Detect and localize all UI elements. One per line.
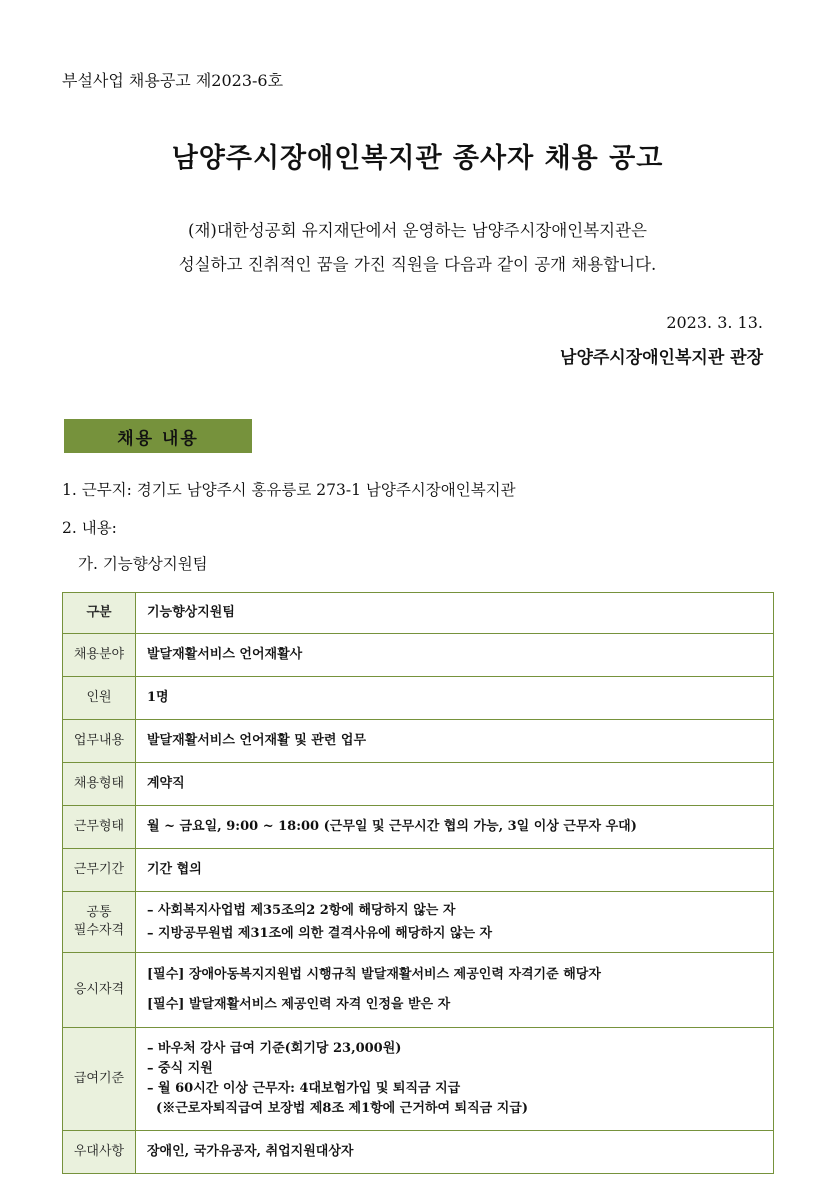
table-row: [63, 763, 773, 806]
row-label: 채용형태: [63, 763, 136, 805]
value-line: – 중식 지원: [147, 1061, 213, 1076]
notice-date: 2023. 3. 13.: [666, 313, 763, 332]
value-line: [필수] 발달재활서비스 제공인력 자격 인정을 받은 자: [147, 997, 451, 1012]
row-value: [136, 892, 773, 952]
value-line: 1명: [147, 690, 169, 705]
row-label: [63, 892, 136, 952]
row-label: 응시자격: [63, 953, 136, 1027]
intro-paragraph: [0, 214, 835, 282]
value-line: 월 ~ 금요일, 9:00 ~ 18:00 (근무일 및 근무시간 협의 가능, 3일 이상 근무자 우대): [147, 819, 637, 834]
value-line: – 지방공무원법 제31조에 의한 결격사유에 해당하지 않는 자: [147, 925, 493, 941]
row-label-line: 공통: [86, 905, 112, 920]
row-label: 급여기준: [63, 1028, 136, 1130]
row-value: [136, 1028, 773, 1130]
intro-line: 성실하고 진취적인 꿈을 가진 직원을 다음과 같이 공개 채용합니다.: [178, 255, 657, 274]
row-value: [136, 720, 773, 762]
row-value: [136, 634, 773, 676]
signer: 남양주시장애인복지관 관장: [560, 348, 763, 368]
value-line: 기능향상지원팀: [147, 605, 235, 620]
table-row: [63, 892, 773, 953]
section-header: 채용 내용: [64, 419, 252, 453]
value-line: (※근로자퇴직급여 보장법 제8조 제1항에 근거하여 퇴직금 지급): [147, 1101, 528, 1116]
value-line: [필수] 장애아동복지지원법 시행규칙 발달재활서비스 제공인력 자격기준 해당자: [147, 967, 601, 982]
table-row: [63, 720, 773, 763]
table-row: [63, 677, 773, 720]
table-row: [63, 1028, 773, 1131]
table-row: [63, 953, 773, 1028]
row-label: 업무내용: [63, 720, 136, 762]
table-row: [63, 634, 773, 677]
value-line: – 월 60시간 이상 근무자: 4대보험가입 및 퇴직금 지급: [147, 1081, 461, 1096]
row-label: 구분: [63, 593, 136, 633]
row-label: 우대사항: [63, 1131, 136, 1173]
value-line: – 사회복지사업법 제35조의2 2항에 해당하지 않는 자: [147, 902, 456, 918]
row-value: [136, 806, 773, 848]
document-title: 남양주시장애인복지관 종사자 채용 공고: [171, 143, 664, 174]
row-value: [136, 849, 773, 891]
row-value: [136, 953, 773, 1027]
table-row: [63, 849, 773, 892]
row-label: 근무형태: [63, 806, 136, 848]
value-line: 계약직: [147, 776, 185, 791]
value-line: 기간 협의: [147, 862, 202, 877]
row-label: 근무기간: [63, 849, 136, 891]
team-item: 가. 기능향상지원팀: [78, 555, 208, 573]
row-value: [136, 593, 773, 633]
value-line: 발달재활서비스 언어재활 및 관련 업무: [147, 733, 367, 748]
row-label: 채용분야: [63, 634, 136, 676]
intro-line: (재)대한성공회 유지재단에서 운영하는 남양주시장애인복지관은: [188, 221, 647, 240]
row-value: [136, 763, 773, 805]
value-line: 장애인, 국가유공자, 취업지원대상자: [147, 1144, 354, 1159]
table-row: [63, 593, 773, 634]
value-line: 발달재활서비스 언어재활사: [147, 647, 303, 662]
table-row: [63, 806, 773, 849]
row-value: [136, 677, 773, 719]
recruitment-table: [62, 592, 774, 1174]
row-value: [136, 1131, 773, 1173]
workplace-item: 1. 근무지: 경기도 남양주시 홍유릉로 273-1 남양주시장애인복지관: [62, 481, 516, 499]
table-row: [63, 1131, 773, 1173]
row-label-line: 필수자격: [73, 923, 125, 938]
row-label: 인원: [63, 677, 136, 719]
value-line: – 바우처 강사 급여 기준(회기당 23,000원): [147, 1041, 402, 1056]
content-item: 2. 내용:: [62, 519, 117, 537]
notice-number: 부설사업 채용공고 제2023-6호: [62, 71, 284, 90]
